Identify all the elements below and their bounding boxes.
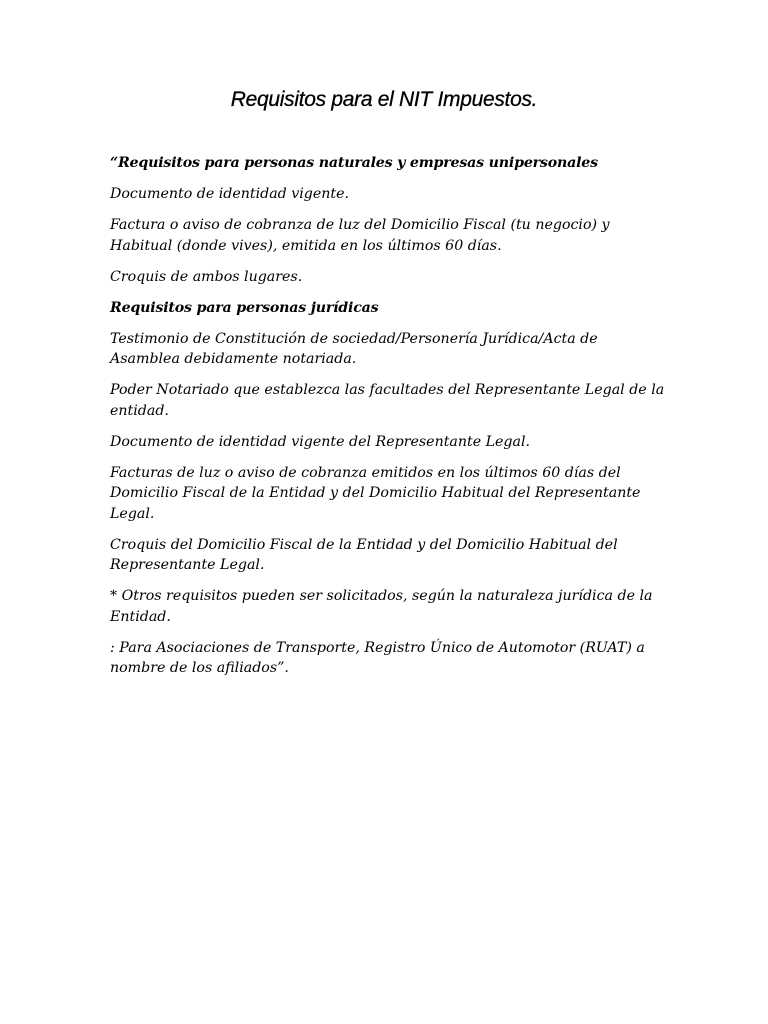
requirement-note: : Para Asociaciones de Transporte, Registro Único de Automotor (RUAT) a nombre de los afiliados”.	[110, 639, 645, 676]
requirement-item: Factura o aviso de cobranza de luz del Domicilio Fiscal (tu negocio) y Habitual (donde vives), emitida en los últimos 60 días.	[110, 217, 610, 254]
requirement-item: Documento de identidad vigente del Representante Legal.	[110, 433, 531, 450]
requirement-item: Facturas de luz o aviso de cobranza emitidos en los últimos 60 días del Domicilio Fiscal de la Entidad y del Domicilio Habitual del Representante Legal.	[110, 464, 641, 522]
section-heading-legal-entities: Requisitos para personas jurídicas	[110, 299, 379, 316]
requirement-note: * Otros requisitos pueden ser solicitados, según la naturaleza jurídica de la Entidad.	[110, 588, 653, 625]
requirement-item: Poder Notariado que establezca las facultades del Representante Legal de la entidad.	[110, 382, 665, 419]
requirement-item: Croquis de ambos lugares.	[110, 268, 303, 285]
document-body	[110, 153, 670, 689]
document-title: Requisitos para el NIT Impuestos.	[230, 88, 538, 111]
requirement-item: Documento de identidad vigente.	[110, 186, 350, 202]
requirement-item: Testimonio de Constitución de sociedad/Personería Jurídica/Acta de Asamblea debidamente notariada.	[110, 330, 598, 367]
section-heading-natural-persons: “Requisitos para personas naturales y empresas unipersonales	[110, 155, 598, 171]
requirement-item: Croquis del Domicilio Fiscal de la Entidad y del Domicilio Habitual del Representante Legal.	[110, 536, 618, 573]
